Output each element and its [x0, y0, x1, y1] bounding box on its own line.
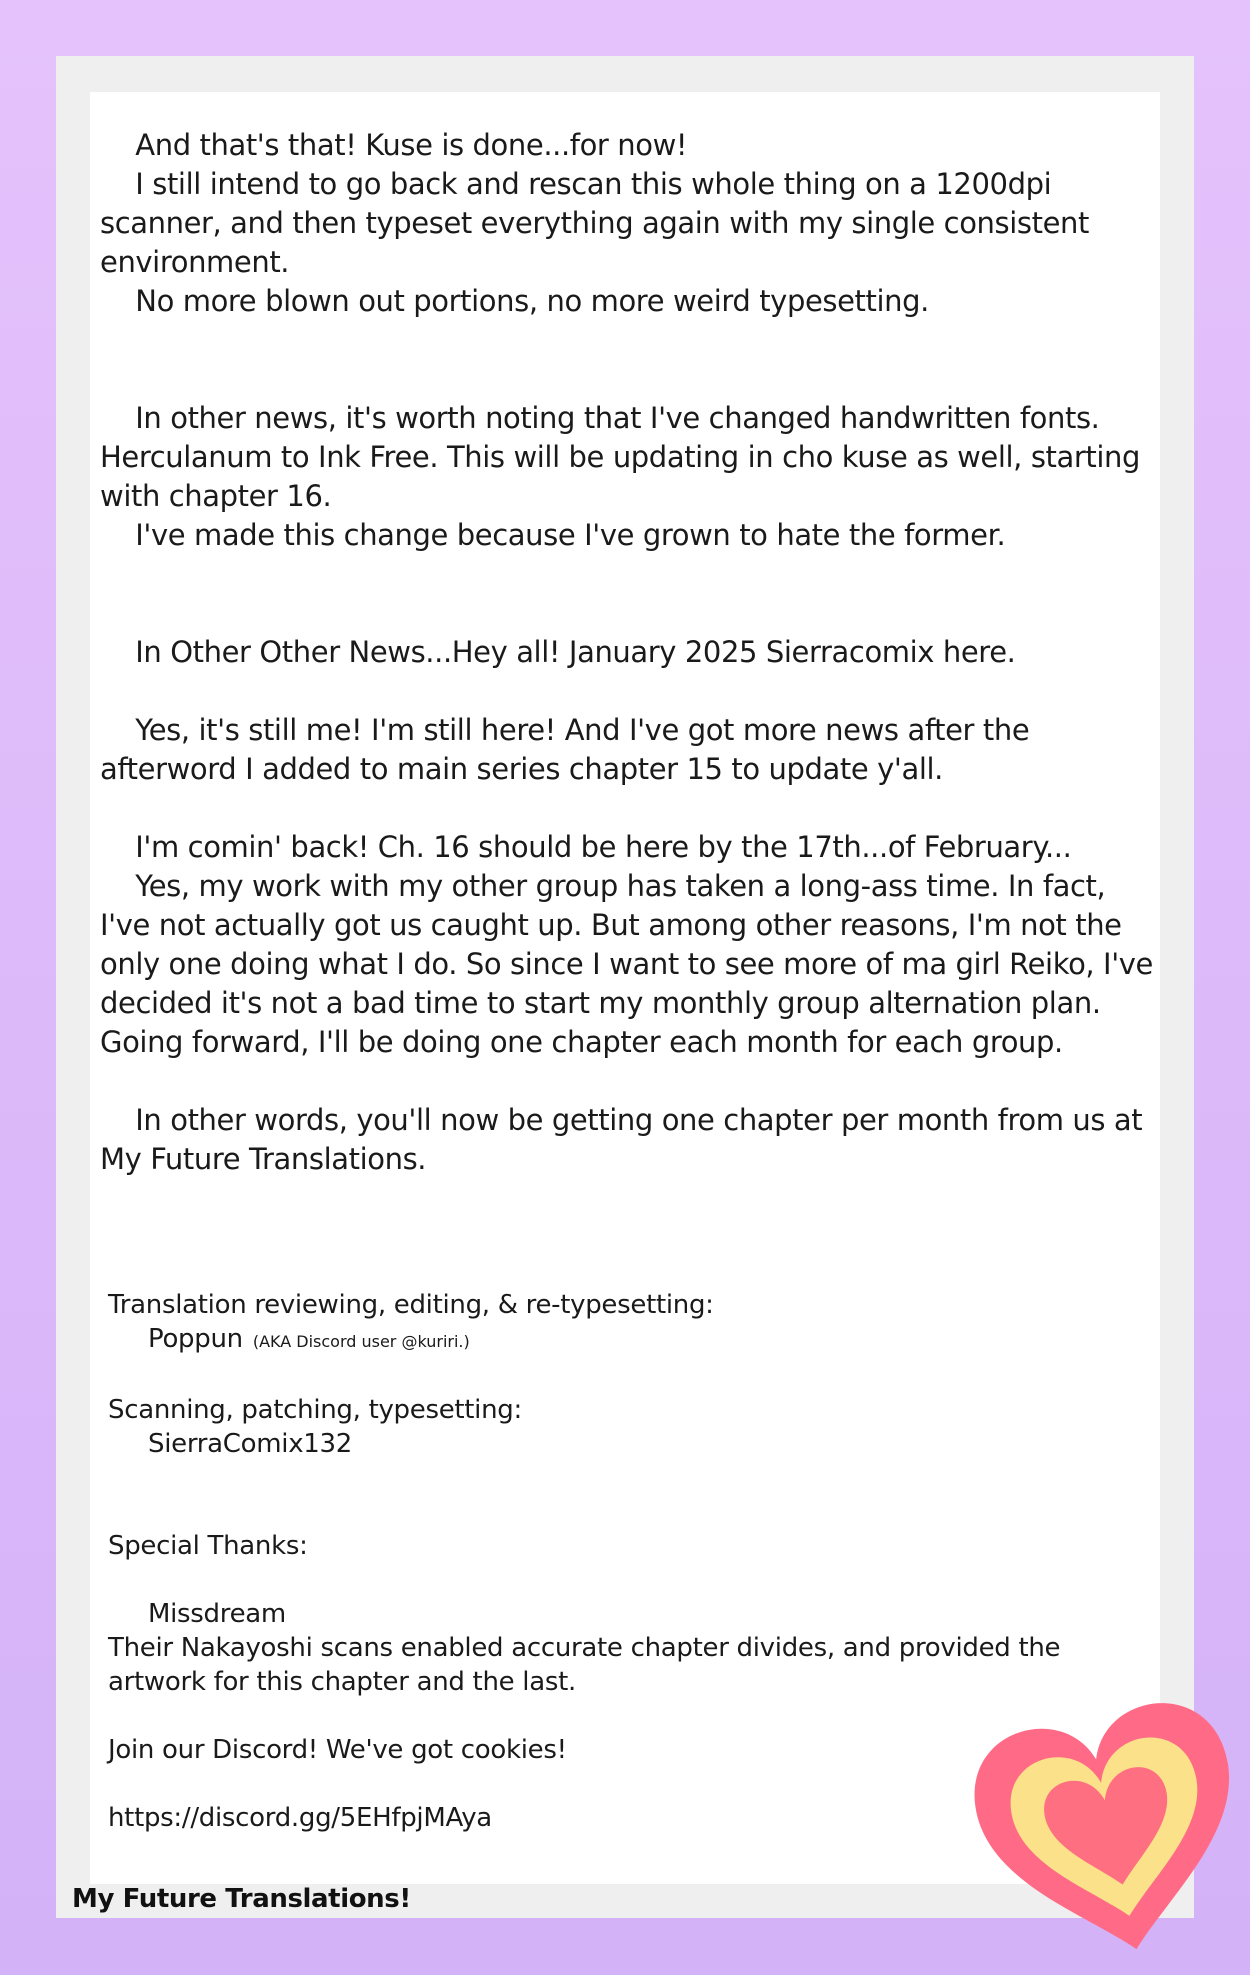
spacer [100, 672, 1160, 711]
credits-name-thanks: Missdream [148, 1599, 286, 1629]
afterword-text [100, 126, 1160, 1179]
group-name-footer: My Future Translations! [72, 1884, 411, 1914]
heart-icon [968, 1650, 1250, 1975]
credits-thanks-note: Their Nakayoshi scans enabled accurate chapter divides, and provided the artwork for this chapter and the last. [108, 1633, 1061, 1697]
afterword-paragraph: In other words, you'll now be getting one chapter per month from us at My Future Translations. [100, 1103, 1143, 1176]
credits-name-scan: SierraComix132 [148, 1429, 353, 1459]
spacer [100, 321, 1160, 399]
afterword-paragraph: Yes, my work with my other group has taken a long-ass time. In fact, I've not actually got us caught up. But among other reasons, I'm not the only one doing what I do. So since I want to see more of ma girl Reiko, I've decided it's not a bad time to start my monthly group alternation plan. Going forward, I'll be doing one chapter each month for each group. [100, 869, 1153, 1059]
discord-link-line [108, 1801, 1108, 1835]
reviewer-note: (AKA Discord user @kuriri.) [252, 1332, 470, 1351]
afterword-paragraph: No more blown out portions, no more weird typesetting. [100, 284, 929, 318]
afterword-paragraph: I'm comin' back! Ch. 16 should be here by the 17th...of February... [100, 830, 1072, 864]
afterword-paragraph: In other news, it's worth noting that I've changed handwritten fonts. Herculanum to Ink Free. This will be updating in cho kuse as well, starting with chapter 16. [100, 401, 1141, 513]
spacer [108, 1461, 1108, 1529]
spacer [100, 789, 1160, 828]
afterword-paragraph: In Other Other News...Hey all! January 2025 Sierracomix here. [100, 635, 1016, 669]
credits-name-review [108, 1322, 1108, 1359]
afterword-paragraph: And that's that! Kuse is done...for now! [100, 128, 688, 162]
credits-heading-review: Translation reviewing, editing, & re-typesetting: [108, 1290, 714, 1320]
spacer [108, 1359, 1108, 1393]
spacer [108, 1699, 1108, 1733]
afterword-paragraph: I've made this change because I've grown to hate the former. [100, 518, 1006, 552]
afterword-paragraph: Yes, it's still me! I'm still here! And I've got more news after the afterword I added to main series chapter 15 to update y'all. [100, 713, 1030, 786]
credits-heading-thanks: Special Thanks: [108, 1531, 308, 1561]
discord-link[interactable]: https://discord.gg/5EHfpjMAya [108, 1803, 492, 1833]
credits-section [108, 1288, 1108, 1835]
discord-invite-text: Join our Discord! We've got cookies! [108, 1735, 567, 1765]
reviewer-name: Poppun [148, 1324, 243, 1354]
afterword-paragraph: I still intend to go back and rescan this whole thing on a 1200dpi scanner, and then typeset everything again with my single consistent environment. [100, 167, 1089, 279]
credits-heading-scan: Scanning, patching, typesetting: [108, 1395, 522, 1425]
spacer [100, 555, 1160, 633]
spacer [108, 1767, 1108, 1801]
spacer [100, 1062, 1160, 1101]
spacer [108, 1563, 1108, 1597]
